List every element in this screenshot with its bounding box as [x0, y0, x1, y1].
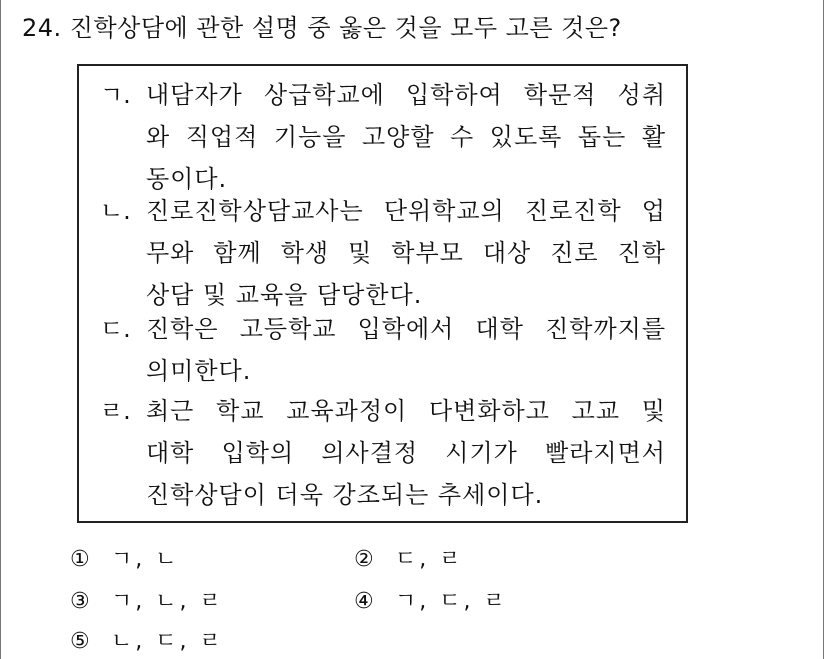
option-4[interactable] [354, 587, 508, 617]
statement-d [100, 390, 670, 516]
statement-line: 동이다. [146, 165, 228, 193]
option-number: ③ [70, 589, 90, 614]
statement-line: 무와 함께 학생 및 학부모 대상 진로 진학 [146, 239, 666, 267]
statement-b [100, 190, 670, 316]
option-answer: ㄱ, ㄴ, ㄹ [111, 589, 224, 614]
option-number: ① [70, 547, 90, 572]
option-1[interactable] [70, 545, 180, 575]
statement-marker: ㄷ. [100, 315, 131, 343]
statement-marker: ㄱ. [100, 81, 131, 109]
statement-c [100, 308, 670, 392]
option-number: ⑤ [70, 629, 90, 654]
statement-marker: ㄹ. [100, 397, 131, 425]
statement-line: 대학 입학의 의사결정 시기가 빨라지면서 [146, 439, 666, 467]
option-answer: ㄱ, ㄴ [111, 547, 180, 572]
statement-marker: ㄴ. [100, 197, 131, 225]
question-title: 24. 진학상담에 관한 설명 중 옳은 것을 모두 고른 것은? [22, 14, 622, 42]
option-number: ④ [354, 589, 374, 614]
option-5[interactable] [70, 627, 224, 657]
statement-line: 최근 학교 교육과정이 다변화하고 고교 및 [146, 397, 666, 425]
statement-line: 진로진학상담교사는 단위학교의 진로진학 업 [146, 197, 666, 225]
option-answer: ㄴ, ㄷ, ㄹ [111, 629, 224, 654]
statement-line: 진학은 고등학교 입학에서 대학 진학까지를 [146, 315, 666, 343]
statement-line: 내담자가 상급학교에 입학하여 학문적 성취 [146, 81, 666, 109]
statement-a [100, 74, 670, 200]
option-answer: ㄱ, ㄷ, ㄹ [395, 589, 508, 614]
option-3[interactable] [70, 587, 224, 617]
statement-line: 의미한다. [146, 357, 252, 385]
statement-line: 진학상담이 더욱 강조되는 추세이다. [146, 481, 544, 509]
statement-line: 상담 및 교육을 담당한다. [146, 281, 423, 309]
option-answer: ㄷ, ㄹ [395, 547, 464, 572]
statement-line: 와 직업적 기능을 고양할 수 있도록 돕는 활 [146, 123, 666, 151]
option-2[interactable] [354, 545, 464, 575]
option-number: ② [354, 547, 374, 572]
